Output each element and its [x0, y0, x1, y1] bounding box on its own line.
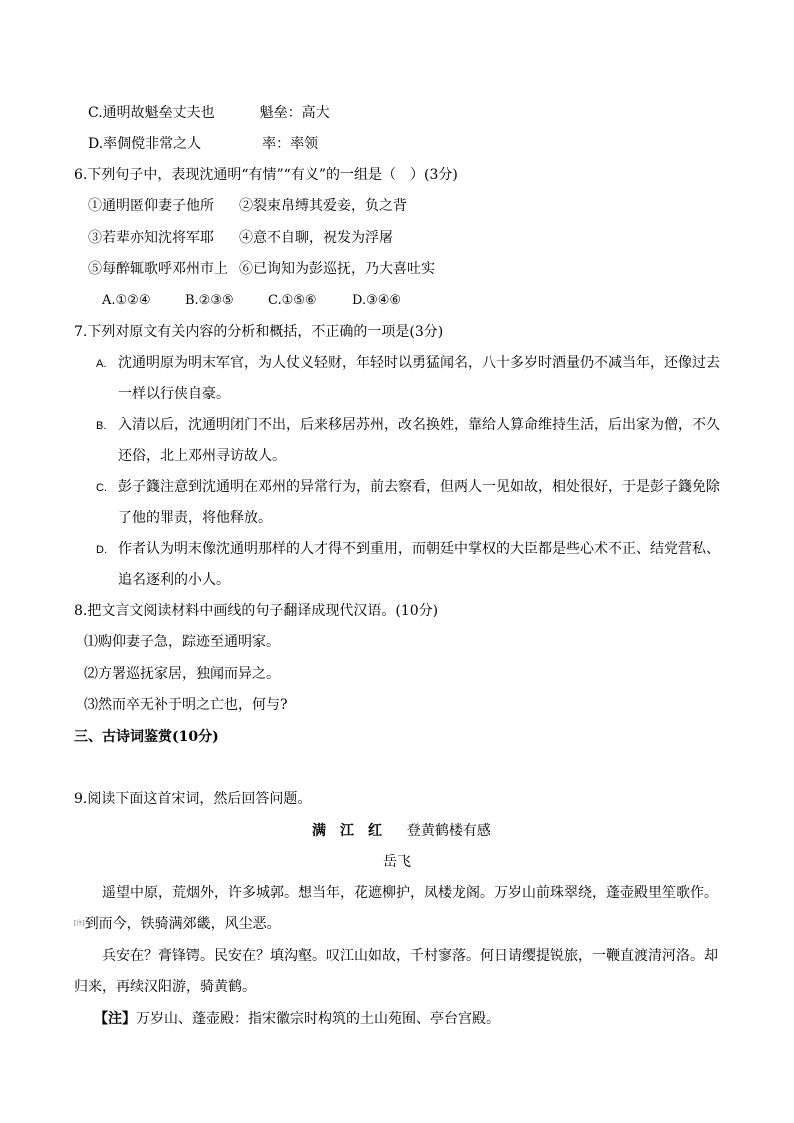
q7-option-c-line1: 彭子籛注意到沈通明在邓州的异常行为，前去察看，但两人一见如故，相处很好，于是彭子籛免除 [118, 479, 720, 495]
poem-subtitle: 登黄鹤楼有感 [406, 823, 491, 839]
q5-option-d-gloss: 率：率领 [262, 136, 319, 152]
q7-option-b [96, 415, 720, 436]
q9-stem: 9.阅读下面这首宋词，然后回答问题。 [74, 791, 312, 807]
q7-option-b-label: B. [96, 420, 107, 432]
poem-stanza-1-line-2-wrap [74, 914, 281, 934]
poem-author: 岳飞 [383, 854, 411, 870]
q7-option-b-line2: 还俗，北上邓州寻访故人。 [118, 448, 286, 464]
q6-item-3: ③若辈亦知沈将军耶 [88, 230, 214, 246]
q6-item-4: ④意不自聊，祝发为浮屠 [239, 230, 393, 246]
q5-option-d [88, 134, 318, 154]
poem-title: 满 江 红 [312, 823, 382, 839]
q7-option-b-line1: 入清以后，沈通明闭门不出，后来移居苏州，改名换姓，靠给人算命维持生活，后出家为僧，不久 [118, 417, 720, 433]
q6-choice-d: D.③④⑥ [352, 293, 402, 308]
q6-item-6: ⑥已询知为彭巡抚，乃大喜吐实 [239, 261, 435, 277]
q6-choice-a: A.①②④ [102, 293, 151, 308]
section-3-heading: 三、古诗词鉴赏(10分) [74, 729, 219, 745]
poem-stanza-2-line-2: 归来，再续汉阳游，骑黄鹤。 [74, 979, 256, 995]
q8-item-1: ⑴购仰妻子急，踪迹至通明家。 [84, 634, 280, 650]
note-label: 【注】 [94, 1011, 136, 1027]
q7-option-c [96, 477, 720, 498]
q7-stem: 7.下列对原文有关内容的分析和概括，不正确的一项是(3分) [74, 324, 444, 340]
q8-stem: 8.把文言文阅读材料中画线的句子翻译成现代汉语。(10分) [74, 603, 439, 619]
q5-option-c-gloss: 魁垒：高大 [259, 105, 330, 121]
q6-item-1: ①通明匿仰妻子他所 [88, 198, 214, 214]
q5-option-c-text: C.通明故魁垒丈夫也 [88, 105, 215, 121]
q6-item-5: ⑤每醉辄歌呼邓州市上 [88, 261, 228, 277]
q6-row-1 [88, 196, 407, 216]
q8-item-3: ⑶然而卒无补于明之亡也，何与? [84, 697, 288, 713]
note-text: 万岁山、蓬壶殿：指宋徽宗时构筑的土山苑囿、亭台宫殿。 [136, 1011, 500, 1027]
q7-option-c-label: C. [96, 482, 107, 494]
q7-option-d-label: D. [96, 544, 107, 556]
q6-row-3 [88, 259, 435, 279]
poem-stanza-2-line-1: 兵安在？膏锋锷。民安在？填沟壑。叹江山如故，千村寥落。何日请缨提锐旅，一鞭直渡清河洛。却 [102, 948, 718, 964]
q7-option-a-label: A. [96, 358, 107, 370]
poem-stanza-1-line-1: 遥望中原，荒烟外，许多城郭。想当年，花遮柳护，凤楼龙阁。万岁山前珠翠绕，蓬壶殿里笙歌作。 [102, 885, 718, 901]
q6-stem: 6.下列句子中，表现沈通明“有情”“有义”的一组是（ ）(3分) [74, 167, 458, 183]
poem-note [94, 1009, 500, 1029]
q7-option-a [96, 353, 720, 374]
q7-option-a-line1: 沈通明原为明末军官，为人仗义轻财，年轻时以勇猛闻名，八十多岁时酒量仍不减当年，还像过去 [118, 355, 720, 371]
q6-row-2 [88, 228, 393, 248]
q7-option-d [96, 539, 720, 560]
q6-item-2: ②裂束帛缚其爱妾，负之背 [239, 198, 407, 214]
q5-option-d-text: D.率倜傥非常之人 [88, 136, 202, 152]
poem-stanza-1-line-2: 到而今，铁骑满郊畿，风尘恶。 [84, 916, 281, 932]
q5-option-c [88, 103, 330, 123]
q7-option-d-line1: 作者认为明末像沈通明那样的人才得不到重用，而朝廷中掌权的大臣都是些心术不正、结党营私、 [118, 541, 720, 557]
q8-item-2: ⑵方署巡抚家居，独闻而异之。 [84, 666, 280, 682]
poem-header [312, 821, 491, 841]
q7-option-c-line2: 了他的罪责，将他释放。 [118, 510, 272, 526]
q6-choice-b: B.②③⑤ [185, 293, 234, 308]
q7-option-a-line2: 一样以行侠自豪。 [118, 386, 230, 402]
footnote-marker: [注] [74, 920, 85, 927]
q7-option-d-line2: 追名逐利的小人。 [118, 572, 230, 588]
q6-choice-c: C.①⑤⑥ [268, 293, 317, 308]
q6-choices [102, 291, 401, 311]
